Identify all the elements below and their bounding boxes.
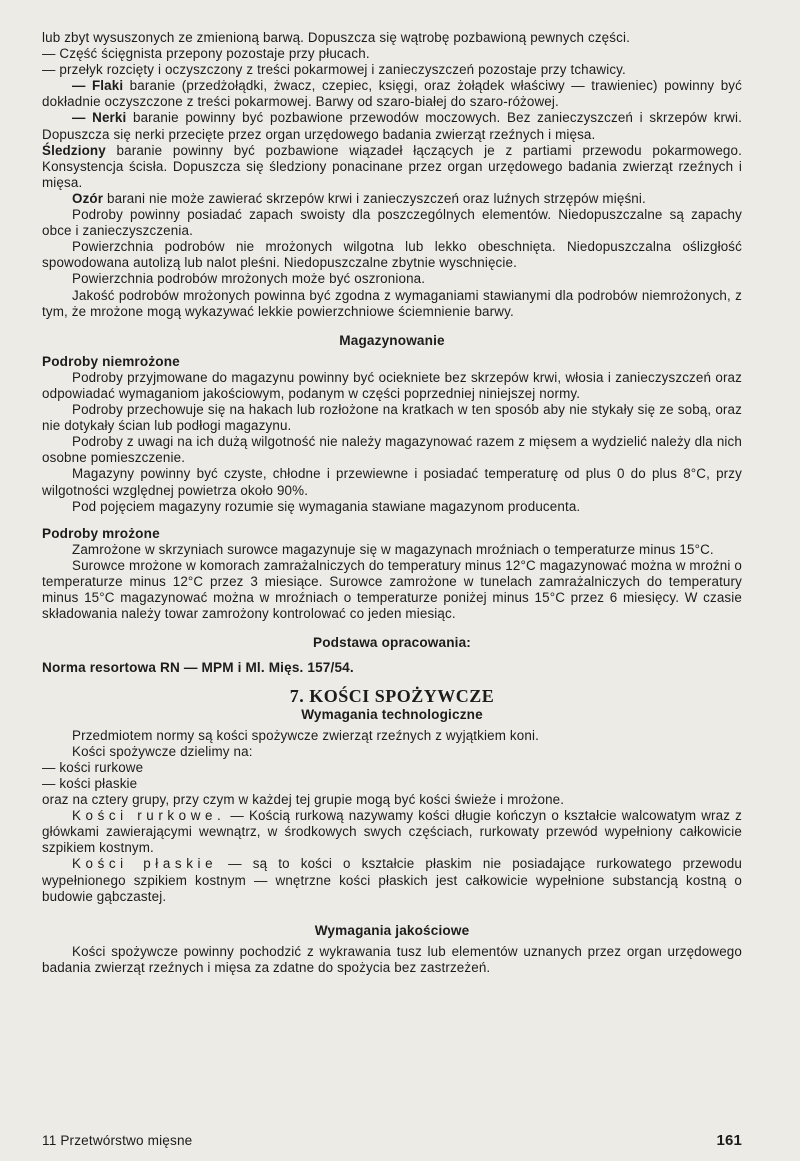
paragraph: Kości spożywcze dzielimy na: xyxy=(72,743,253,759)
paragraph-text: baranie powinny być pozbawione przewodów moczowych. Bez zanieczyszczeń i skrzepów krwi. Dopuszcza się nerki przecięte przez organ urzędowego badania zwierząt rzeźnych i mięsa. xyxy=(42,110,742,142)
paragraph: Magazyny powinny być czyste, chłodne i przewiewne i posiadać temperaturę od plus 0 do plus 8°C, przy wilgotności względnej powietrza około 90%. xyxy=(42,466,742,498)
paragraph: Powierzchnia podrobów mrożonych może być oszroniona. xyxy=(72,271,426,287)
paragraph: Pod pojęciem magazyny rozumie się wymagania stawiane magazynom producenta. xyxy=(72,498,581,514)
paragraph-flaki xyxy=(42,78,742,110)
paragraph-text: — są to kości o kształcie płaskim nie posiadające rurkowatego przewodu wypełnionego szpikiem kostnym — wnętrzne kości płaskich jest całkowicie wypełnione substancją kostną o budowie gąbczastej. xyxy=(42,856,742,904)
norm-reference: Norma resortowa RN — MPM i Ml. Mięs. 157/54. xyxy=(42,660,354,676)
paragraph: Surowce mrożone w komorach zamrażalniczych do temperatury minus 12°C magazynować można w mroźni o temperaturze minus 12°C przez 3 miesiące. Surowce zamrożone w tunelach zamrażalniczych do temperatury minus 15°C magazynować można w mroźniach o temperaturze poniżej minus 15°C przez 6 miesięcy. W czasie składowania należy towar zamrożony kontrolować co jeden miesiąc. xyxy=(42,557,742,622)
term-ozor: Ozór xyxy=(72,190,104,206)
paragraph: lub zbyt wysuszonych ze zmienioną barwą. Dopuszcza się wątrobę pozbawioną pewnych części. xyxy=(42,30,630,45)
list-item: — przełyk rozcięty i oczyszczony z treści pokarmowej i zanieczyszczeń pozostaje przy tchawicy. xyxy=(42,62,626,78)
paragraph-rurkowe xyxy=(42,808,742,856)
paragraph-text: baranie powinny być pozbawione wiązadeł łączących je z partiami przewodu pokarmowego. Konsystencja ścisła. Dopuszcza się śledziony ponacinane przez organ urzędowego badania zwierząt rzeźnych i mięsa. xyxy=(42,142,742,190)
paragraph: Powierzchnia podrobów nie mrożonych wilgotna lub lekko obeschnięta. Niedopuszczalna oślizgłość spowodowana autolizą lub nalot pleśni. Niedopuszczalne zbytnie wyschnięcie. xyxy=(42,239,742,271)
paragraph: Kości spożywcze powinny pochodzić z wykrawania tusz lub elementów uznanych przez organ urzędowego badania zwierząt rzeźnych i mięsa za zdatne do spożycia bez zastrzeżeń. xyxy=(42,943,742,975)
section-heading-technologiczne: Wymagania technologiczne xyxy=(301,706,483,722)
paragraph: Podroby przechowuje się na hakach lub rozłożone na kratkach w ten sposób aby nie stykały się ze sobą, oraz nie dotykały ścian lub podłogi magazynu. xyxy=(42,402,742,434)
paragraph-sledziony xyxy=(42,143,742,191)
paragraph-plaskie xyxy=(42,856,742,904)
paragraph: Podroby przyjmowane do magazynu powinny być ociekniete bez skrzepów krwi, włosia i zanieczyszczeń oraz odpowiadać wymaganiom jakościowym, podanym w części poprzedniej niniejszej normy. xyxy=(42,369,742,401)
term-sledziony: Śledziony xyxy=(42,142,106,158)
term-plaskie: Kości płaskie xyxy=(72,856,218,872)
term-nerki: — Nerki xyxy=(72,110,127,126)
section-heading-magazynowanie: Magazynowanie xyxy=(339,332,445,348)
paragraph: Zamrożone w skrzyniach surowce magazynuje się w magazynach mroźniach o temperaturze minus 15°C. xyxy=(72,541,714,557)
term-flaki: — Flaki xyxy=(72,78,124,94)
chapter-title: 7. KOŚCI SPOŻYWCZE xyxy=(289,686,495,707)
list-item: — kości płaskie xyxy=(42,775,138,791)
term-rurkowe: Kości rurkowe. xyxy=(72,808,226,824)
paragraph-text: baranie (przedżołądki, żwacz, czepiec, księgi, oraz żołądek właściwy — trawieniec) powinny być dokładnie oczyszczone z treści pokarmowej. Barwy od szaro-białej do szaro-różowej. xyxy=(42,78,742,110)
paragraph-text: barani nie może zawierać skrzepów krwi i zanieczyszczeń oraz luźnych strzępów mięśni. xyxy=(103,190,646,206)
footer-chapter: 11 Przetwórstwo mięsne xyxy=(42,1133,193,1148)
list-item: — kości rurkowe xyxy=(42,759,144,775)
subheading-mrozone: Podroby mrożone xyxy=(42,525,160,541)
section-heading-podstawa: Podstawa opracowania: xyxy=(312,635,471,651)
list-item: — Część ścięgnista przepony pozostaje przy płucach. xyxy=(42,46,370,62)
paragraph: Podroby z uwagi na ich dużą wilgotność nie należy magazynować razem z mięsem a wydzielić należy dla nich osobne pomieszczenie. xyxy=(42,434,742,466)
paragraph-nerki xyxy=(42,110,742,142)
paragraph-text: — Kością rurkową nazywamy kości długie kończyn o kształcie walcowatym wraz z główkami zawierającymi wewnątrz, w środkowych swych częściach, rurkowaty przewód wypełniony całkowicie szpikiem kostnym. xyxy=(42,808,742,856)
paragraph: oraz na cztery grupy, przy czym w każdej tej grupie mogą być kości świeże i mrożone. xyxy=(42,792,565,808)
paragraph: Przedmiotem normy są kości spożywcze zwierząt rzeźnych z wyjątkiem koni. xyxy=(72,727,539,743)
subheading-niemrozone: Podroby niemrożone xyxy=(42,353,180,369)
page-footer xyxy=(42,1133,742,1149)
section-heading-jakosciowe: Wymagania jakościowe xyxy=(314,922,470,938)
page-number: 161 xyxy=(716,1132,742,1149)
paragraph: Podroby powinny posiadać zapach swoisty dla poszczególnych elementów. Niedopuszczalne są zapachy obce i zanieczyszczenia. xyxy=(42,207,742,239)
paragraph: Jakość podrobów mrożonych powinna być zgodna z wymaganiami stawianymi dla podrobów niemrożonych, z tym, że mrożone mogą wykazywać lekkie powierzchniowe ściemnienie barwy. xyxy=(42,287,742,319)
paragraph-ozor xyxy=(42,191,742,207)
